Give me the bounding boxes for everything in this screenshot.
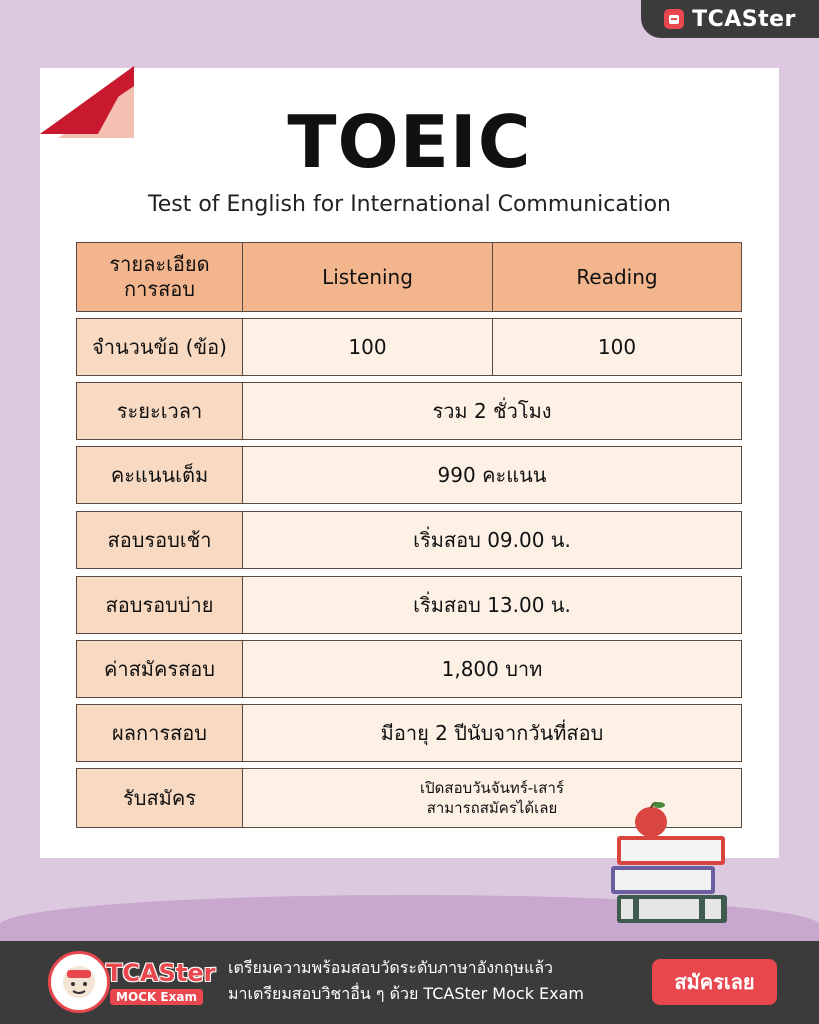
row-label: ผลการสอบ xyxy=(77,705,243,761)
table-row xyxy=(76,318,742,376)
table-row xyxy=(76,576,742,634)
row-label: สอบรอบบ่าย xyxy=(77,577,243,633)
footer-bar xyxy=(0,941,819,1024)
register-button[interactable]: สมัครเลย xyxy=(652,959,777,1005)
row-value: 1,800 บาท xyxy=(441,657,543,681)
footer-line2: มาเตรียมสอบวิชาอื่น ๆ ด้วย TCASter Mock Exam xyxy=(228,984,585,1003)
table-row xyxy=(76,511,742,569)
reading-questions: 100 xyxy=(492,319,741,375)
apply-line1: เปิดสอบวันจันทร์-เสาร์ xyxy=(420,778,564,797)
footer-message xyxy=(228,955,584,1007)
page-subtitle: Test of English for International Communication xyxy=(148,192,671,217)
brand-tab[interactable] xyxy=(641,0,819,38)
table-row xyxy=(76,382,742,440)
table-row xyxy=(76,640,742,698)
row-label: ระยะเวลา xyxy=(77,383,243,439)
row-value: เริ่มสอบ 13.00 น. xyxy=(413,593,571,617)
mock-logo-text: TCASter xyxy=(106,959,216,987)
table-row xyxy=(76,704,742,762)
row-label: ค่าสมัครสอบ xyxy=(77,641,243,697)
header-label xyxy=(77,243,243,311)
brand-name: TCASter xyxy=(692,6,796,32)
row-label: สอบรอบเช้า xyxy=(77,512,243,568)
mock-logo-subtext: MOCK Exam xyxy=(110,989,203,1005)
listening-questions: 100 xyxy=(348,335,387,359)
row-value: รวม 2 ชั่วโมง xyxy=(432,399,552,423)
header-listening: Listening xyxy=(322,265,413,289)
header-reading: Reading xyxy=(492,243,741,311)
table-header-row xyxy=(76,242,742,312)
tcaster-logo-icon xyxy=(664,9,684,29)
row-value: มีอายุ 2 ปีนับจากวันที่สอบ xyxy=(380,721,604,745)
page-title: TOEIC xyxy=(287,100,532,184)
books-apple-illustration xyxy=(603,800,733,930)
row-value: เริ่มสอบ 09.00 น. xyxy=(413,528,571,552)
header-label-line1: รายละเอียด xyxy=(109,252,210,276)
row-value: 990 คะแนน xyxy=(437,463,547,487)
footer-line1: เตรียมความพร้อมสอบวัดระดับภาษาอังกฤษแล้ว xyxy=(228,958,554,977)
mascot-icon xyxy=(48,951,110,1013)
row-label: จำนวนข้อ (ข้อ) xyxy=(77,319,243,375)
apply-line2: สามารถสมัครได้เลย xyxy=(426,799,558,817)
header-label-line2: การสอบ xyxy=(124,277,195,301)
tcaster-mock-exam-logo[interactable] xyxy=(48,947,218,1017)
row-label: รับสมัคร xyxy=(77,769,243,827)
table-row xyxy=(76,446,742,504)
row-label: คะแนนเต็ม xyxy=(77,447,243,503)
